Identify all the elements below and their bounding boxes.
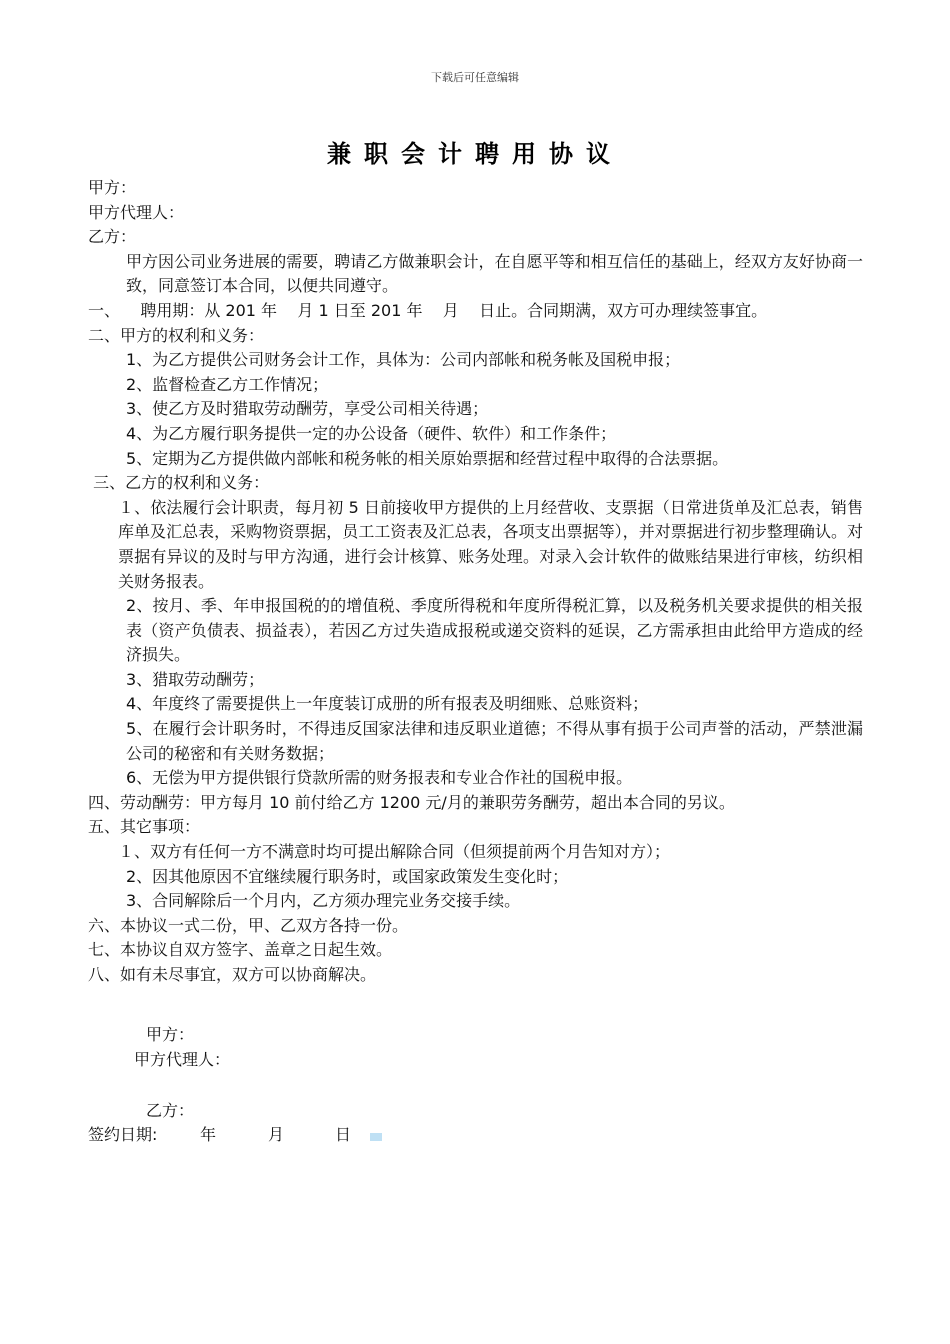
section-3-item: 2、按月、季、年申报国税的的增值税、季度所得税和年度所得税汇算，以及税务机关要求提供的相关报表（资产负债表、损益表），若因乙方过失造成报税或递交资料的延误，乙方需承担由此给甲方造成的经济损失。 xyxy=(126,596,863,665)
section-3-item: １、依法履行会计职责，每月初 5 日前接收甲方提供的上月经营收、支票据（日常进货单及汇总表，销售库单及汇总表，采购物资票据，员工工资表及汇总表，各项支出票据等），并对票据进行初步整理确认。对票据有异议的及时与甲方沟通，进行会计核算、账务处理。对录入会计软件的做账结果进行审核，纺织相关财务报表。 xyxy=(118,497,863,591)
section-5-item: １、双方有任何一方不满意时均可提出解除合同（但须提前两个月告知对方）； xyxy=(118,842,671,862)
section-3-item: 4、年度终了需要提供上一年度装订成册的所有报表及明细账、总账资料； xyxy=(126,694,649,714)
section-2-item: 2、监督检查乙方工作情况； xyxy=(126,374,329,394)
section-3-item: 6、无偿为甲方提供银行贷款所需的财务报表和专业合作社的国税申报。 xyxy=(126,768,633,788)
signature-party-b: 乙方： xyxy=(146,1101,195,1120)
section-2-item: 5、定期为乙方提供做内部帐和税务帐的相关原始票据和经营过程中取得的合法票据。 xyxy=(126,448,729,468)
preamble: 甲方因公司业务进展的需要，聘请乙方做兼职会计，在自愿平等和相互信任的基础上，经双方友好协商一致，同意签订本合同，以便共同遵守。 xyxy=(126,251,863,296)
section-5-item: 2、因其他原因不宜继续履行职务时，或国家政策发生变化时； xyxy=(126,866,569,886)
header-note: 下载后可任意编辑 xyxy=(431,71,519,84)
section-4: 四、劳动酬劳：甲方每月 10 前付给乙方 1200 元/月的兼职劳务酬劳，超出本合同的另议。 xyxy=(88,792,735,812)
section-8: 八、如有未尽事宜，双方可以协商解决。 xyxy=(88,965,377,984)
signature-party-a: 甲方： xyxy=(146,1025,195,1044)
party-a-line: 甲方： xyxy=(88,178,137,197)
signature-party-a-agent: 甲方代理人： xyxy=(134,1050,231,1069)
section-1: 一、 聘用期：从 201 年 月 1 日至 201 年 月 日止。合同期满，双方可办理续签事宜。 xyxy=(88,300,768,320)
contract-body xyxy=(88,176,863,988)
signing-date-month: 月 xyxy=(268,1125,285,1144)
text-cursor-mark xyxy=(370,1133,382,1141)
section-5-heading: 五、其它事项： xyxy=(88,817,201,837)
section-2-item: 3、使乙方及时猎取劳动酬劳，享受公司相关待遇； xyxy=(126,399,489,419)
section-3-item: 5、在履行会计职务时，不得违反国家法律和违反职业道德；不得从事有损于公司声誉的活动，严禁泄漏公司的秘密和有关财务数据； xyxy=(126,719,863,763)
section-3-item: 3、猎取劳动酬劳； xyxy=(126,669,265,689)
party-a-agent-line: 甲方代理人： xyxy=(88,202,185,222)
document-title: 兼职会计聘用协议 xyxy=(327,140,623,168)
section-6: 六、本协议一式二份，甲、乙双方各持一份。 xyxy=(88,915,409,935)
signing-date-label: 签约日期: xyxy=(88,1125,158,1144)
section-2-item: 4、为乙方履行职务提供一定的办公设备（硬件、软件）和工作条件； xyxy=(126,423,617,443)
section-2-item: 1、为乙方提供公司财务会计工作，具体为：公司内部帐和税务帐及国税申报； xyxy=(126,350,681,370)
party-b-line: 乙方： xyxy=(88,227,137,247)
section-7: 七、本协议自双方签字、盖章之日起生效。 xyxy=(88,940,393,960)
section-3-heading: 三、乙方的权利和义务： xyxy=(88,473,270,493)
signing-date-day: 日 xyxy=(335,1125,352,1144)
section-5-item: 3、合同解除后一个月内，乙方须办理完业务交接手续。 xyxy=(126,891,521,911)
signing-date-year: 年 xyxy=(200,1125,217,1144)
section-2-heading: 二、甲方的权利和义务： xyxy=(88,325,265,345)
